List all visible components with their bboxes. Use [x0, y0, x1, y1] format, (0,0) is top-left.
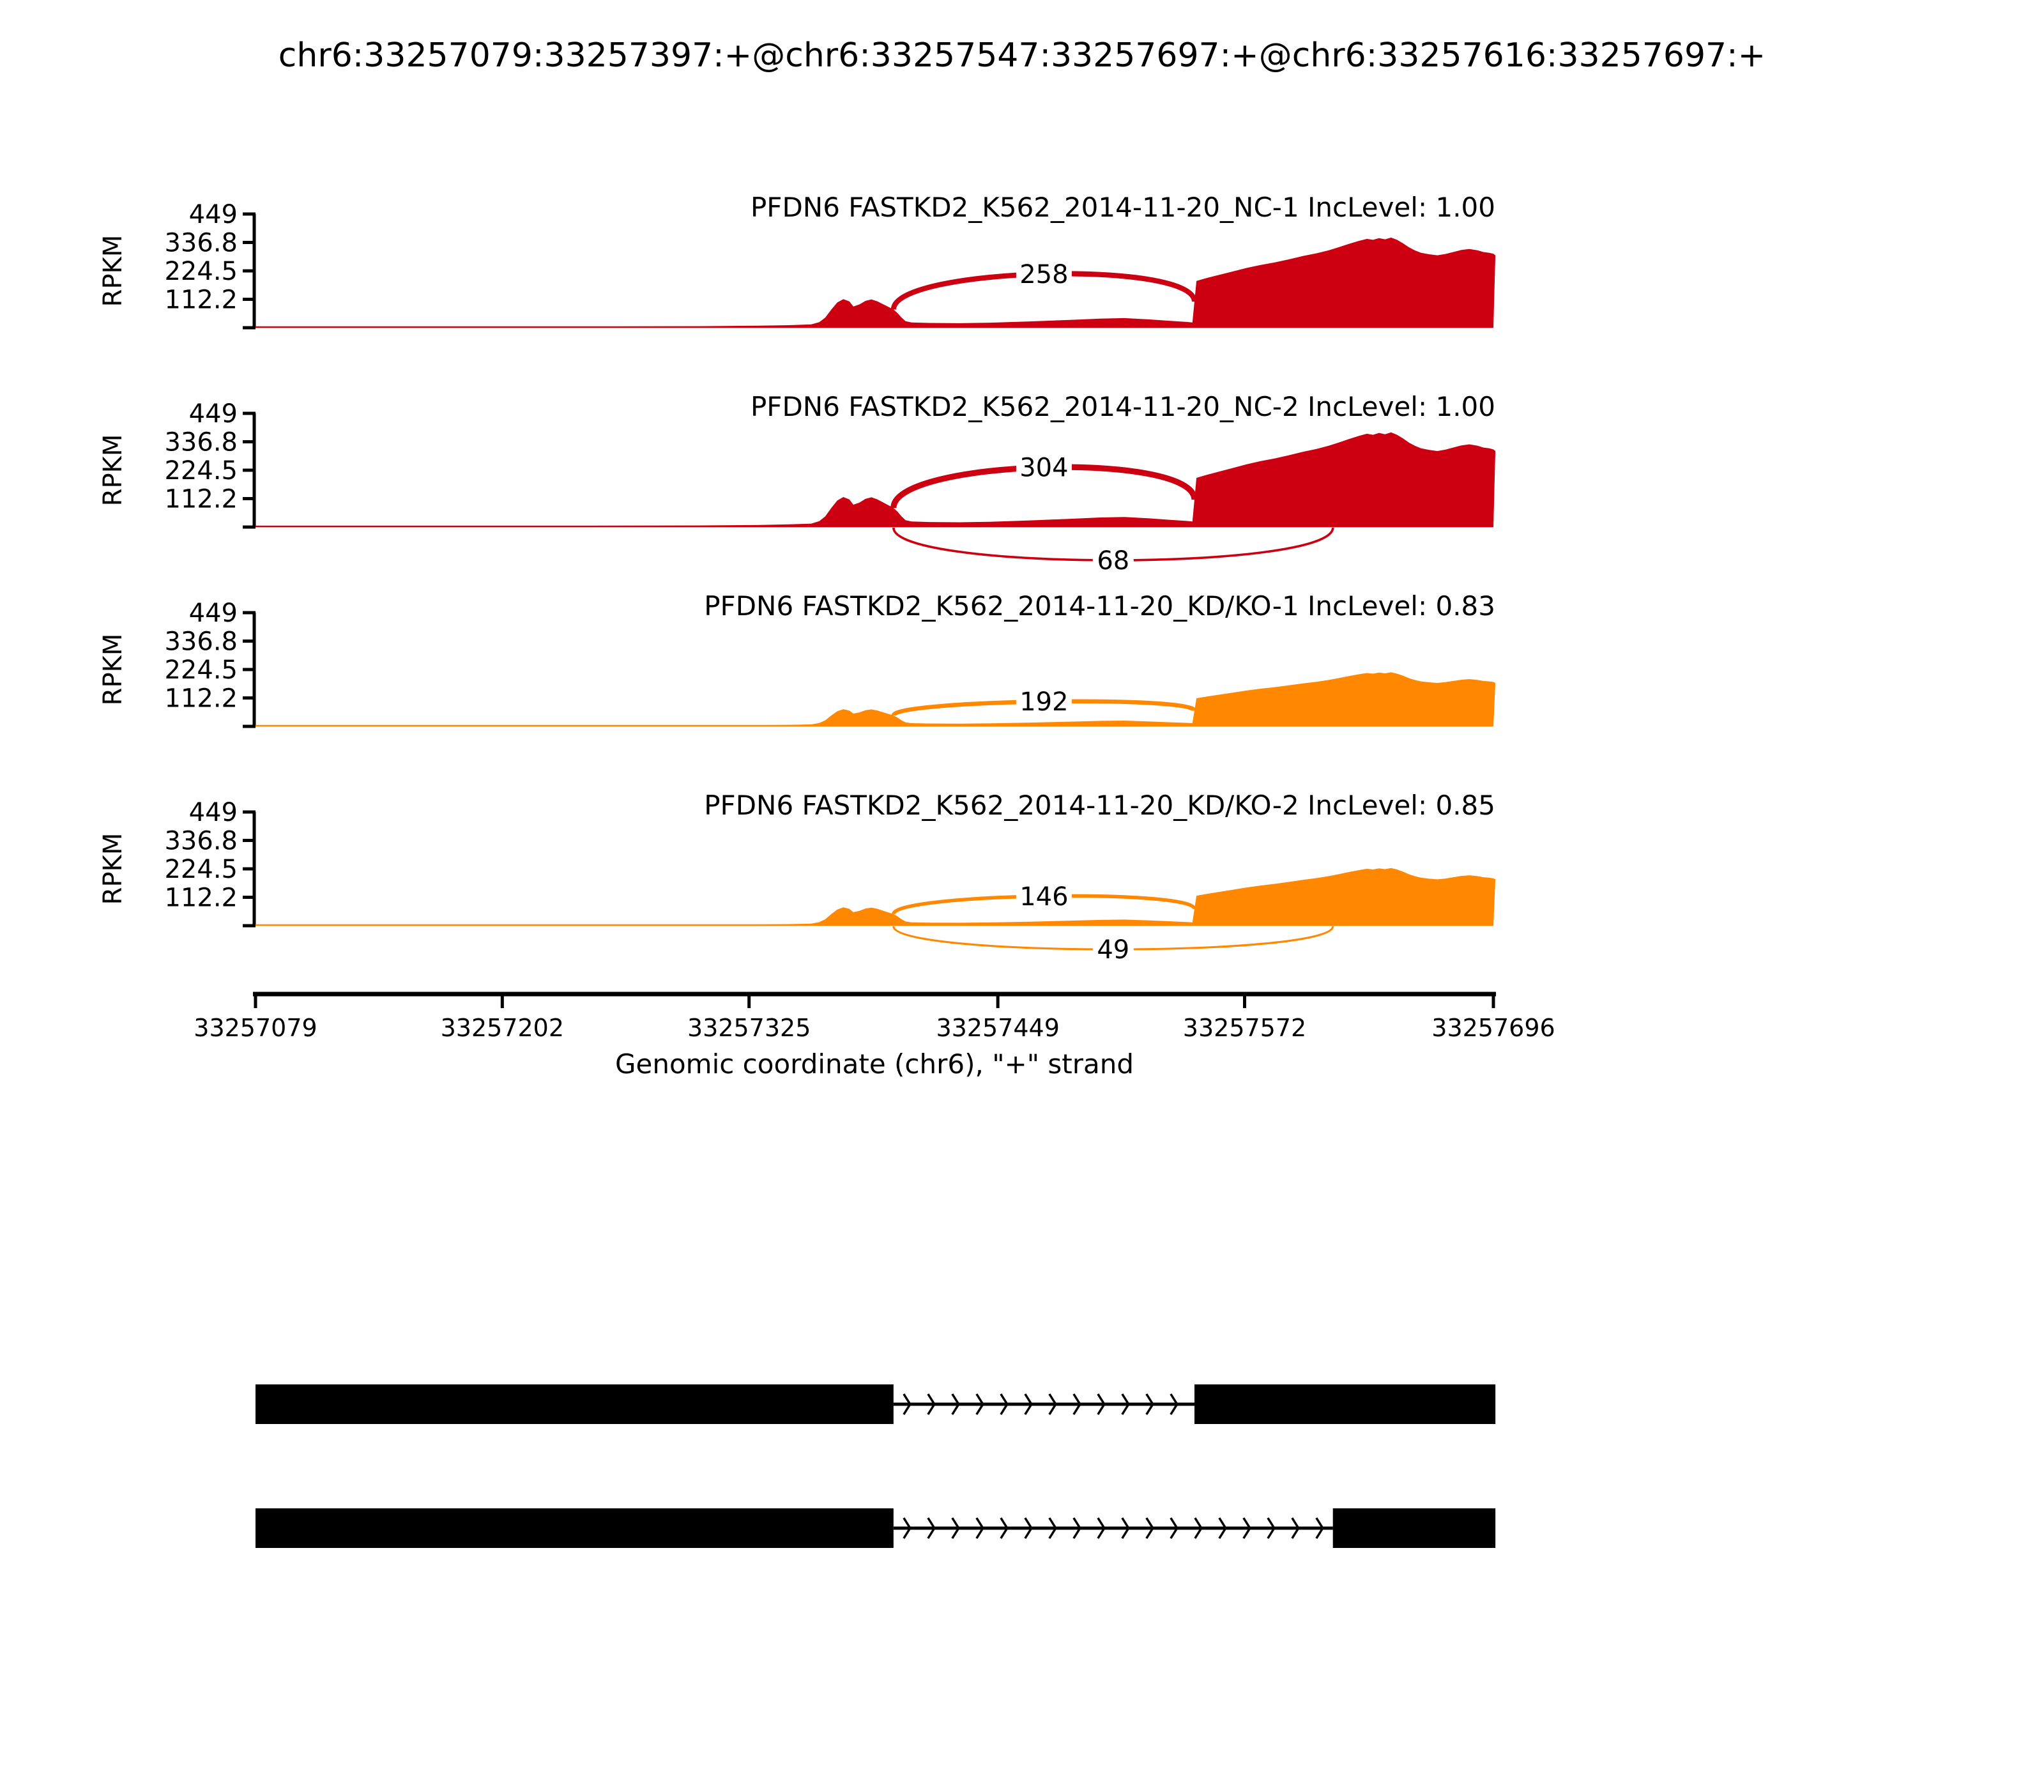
y-tick-label: 449 — [188, 399, 238, 429]
y-tick-label: 112.2 — [164, 684, 238, 714]
page-title: chr6:33257079:33257397:+@chr6:33257547:33257697:+@chr6:33257616:33257697:+ — [278, 36, 1766, 75]
isoform-diagram — [256, 1384, 1495, 1548]
coverage-area — [256, 238, 1495, 328]
coverage-area — [256, 868, 1495, 926]
y-tick-label: 112.2 — [164, 883, 238, 913]
coverage-area — [256, 433, 1495, 527]
junction-count-label: 49 — [1097, 935, 1130, 965]
x-axis — [194, 994, 1555, 1042]
isoform-1 — [256, 1384, 1495, 1424]
track-title: PFDN6 FASTKD2_K562_2014-11-20_NC-2 IncLevel: 1.00 — [750, 391, 1495, 422]
y-tick-label: 224.5 — [164, 456, 238, 486]
exon-rect — [1194, 1384, 1495, 1424]
y-tick-label: 224.5 — [164, 257, 238, 286]
y-axis — [98, 399, 256, 527]
x-axis-label: Genomic coordinate (chr6), "+" strand — [614, 1048, 1134, 1080]
junction-count-label: 146 — [1019, 882, 1069, 912]
x-tick-label: 33257325 — [687, 1014, 811, 1042]
track-title: PFDN6 FASTKD2_K562_2014-11-20_KD/KO-2 IncLevel: 0.85 — [704, 790, 1495, 821]
exon-rect — [256, 1508, 894, 1548]
coverage-tracks — [98, 192, 1495, 965]
track-2 — [98, 391, 1495, 576]
y-axis-title: RPKM — [98, 434, 128, 507]
track-title: PFDN6 FASTKD2_K562_2014-11-20_NC-1 IncLevel: 1.00 — [750, 192, 1495, 223]
exon-rect — [1333, 1508, 1495, 1548]
y-axis — [98, 599, 256, 726]
y-tick-label: 449 — [188, 599, 238, 628]
x-tick-label: 33257079 — [194, 1014, 317, 1042]
y-tick-label: 224.5 — [164, 655, 238, 685]
y-tick-label: 449 — [188, 798, 238, 827]
isoform-2 — [256, 1508, 1495, 1548]
junction-count-label: 192 — [1019, 687, 1069, 717]
y-tick-label: 112.2 — [164, 285, 238, 315]
coverage-area — [256, 672, 1495, 726]
track-3 — [98, 590, 1495, 726]
y-axis-title: RPKM — [98, 234, 128, 307]
junction-count-label: 68 — [1097, 546, 1130, 576]
x-tick-label: 33257696 — [1431, 1014, 1555, 1042]
y-tick-label: 336.8 — [164, 826, 238, 856]
x-tick-label: 33257572 — [1182, 1014, 1307, 1042]
y-axis — [98, 798, 256, 926]
junction-count-label: 304 — [1019, 453, 1069, 483]
y-tick-label: 336.8 — [164, 228, 238, 258]
track-1 — [98, 192, 1495, 328]
y-tick-label: 336.8 — [164, 427, 238, 457]
y-axis-title: RPKM — [98, 633, 128, 706]
y-axis — [98, 200, 256, 328]
x-tick-label: 33257202 — [440, 1014, 565, 1042]
y-axis-title: RPKM — [98, 832, 128, 905]
y-tick-label: 224.5 — [164, 855, 238, 884]
track-title: PFDN6 FASTKD2_K562_2014-11-20_KD/KO-1 IncLevel: 0.83 — [704, 590, 1495, 622]
track-4 — [98, 790, 1495, 965]
x-tick-label: 33257449 — [936, 1014, 1060, 1042]
junction-count-label: 258 — [1019, 259, 1069, 289]
y-tick-label: 112.2 — [164, 484, 238, 514]
y-tick-label: 449 — [188, 200, 238, 229]
exon-rect — [256, 1384, 894, 1424]
y-tick-label: 336.8 — [164, 627, 238, 657]
